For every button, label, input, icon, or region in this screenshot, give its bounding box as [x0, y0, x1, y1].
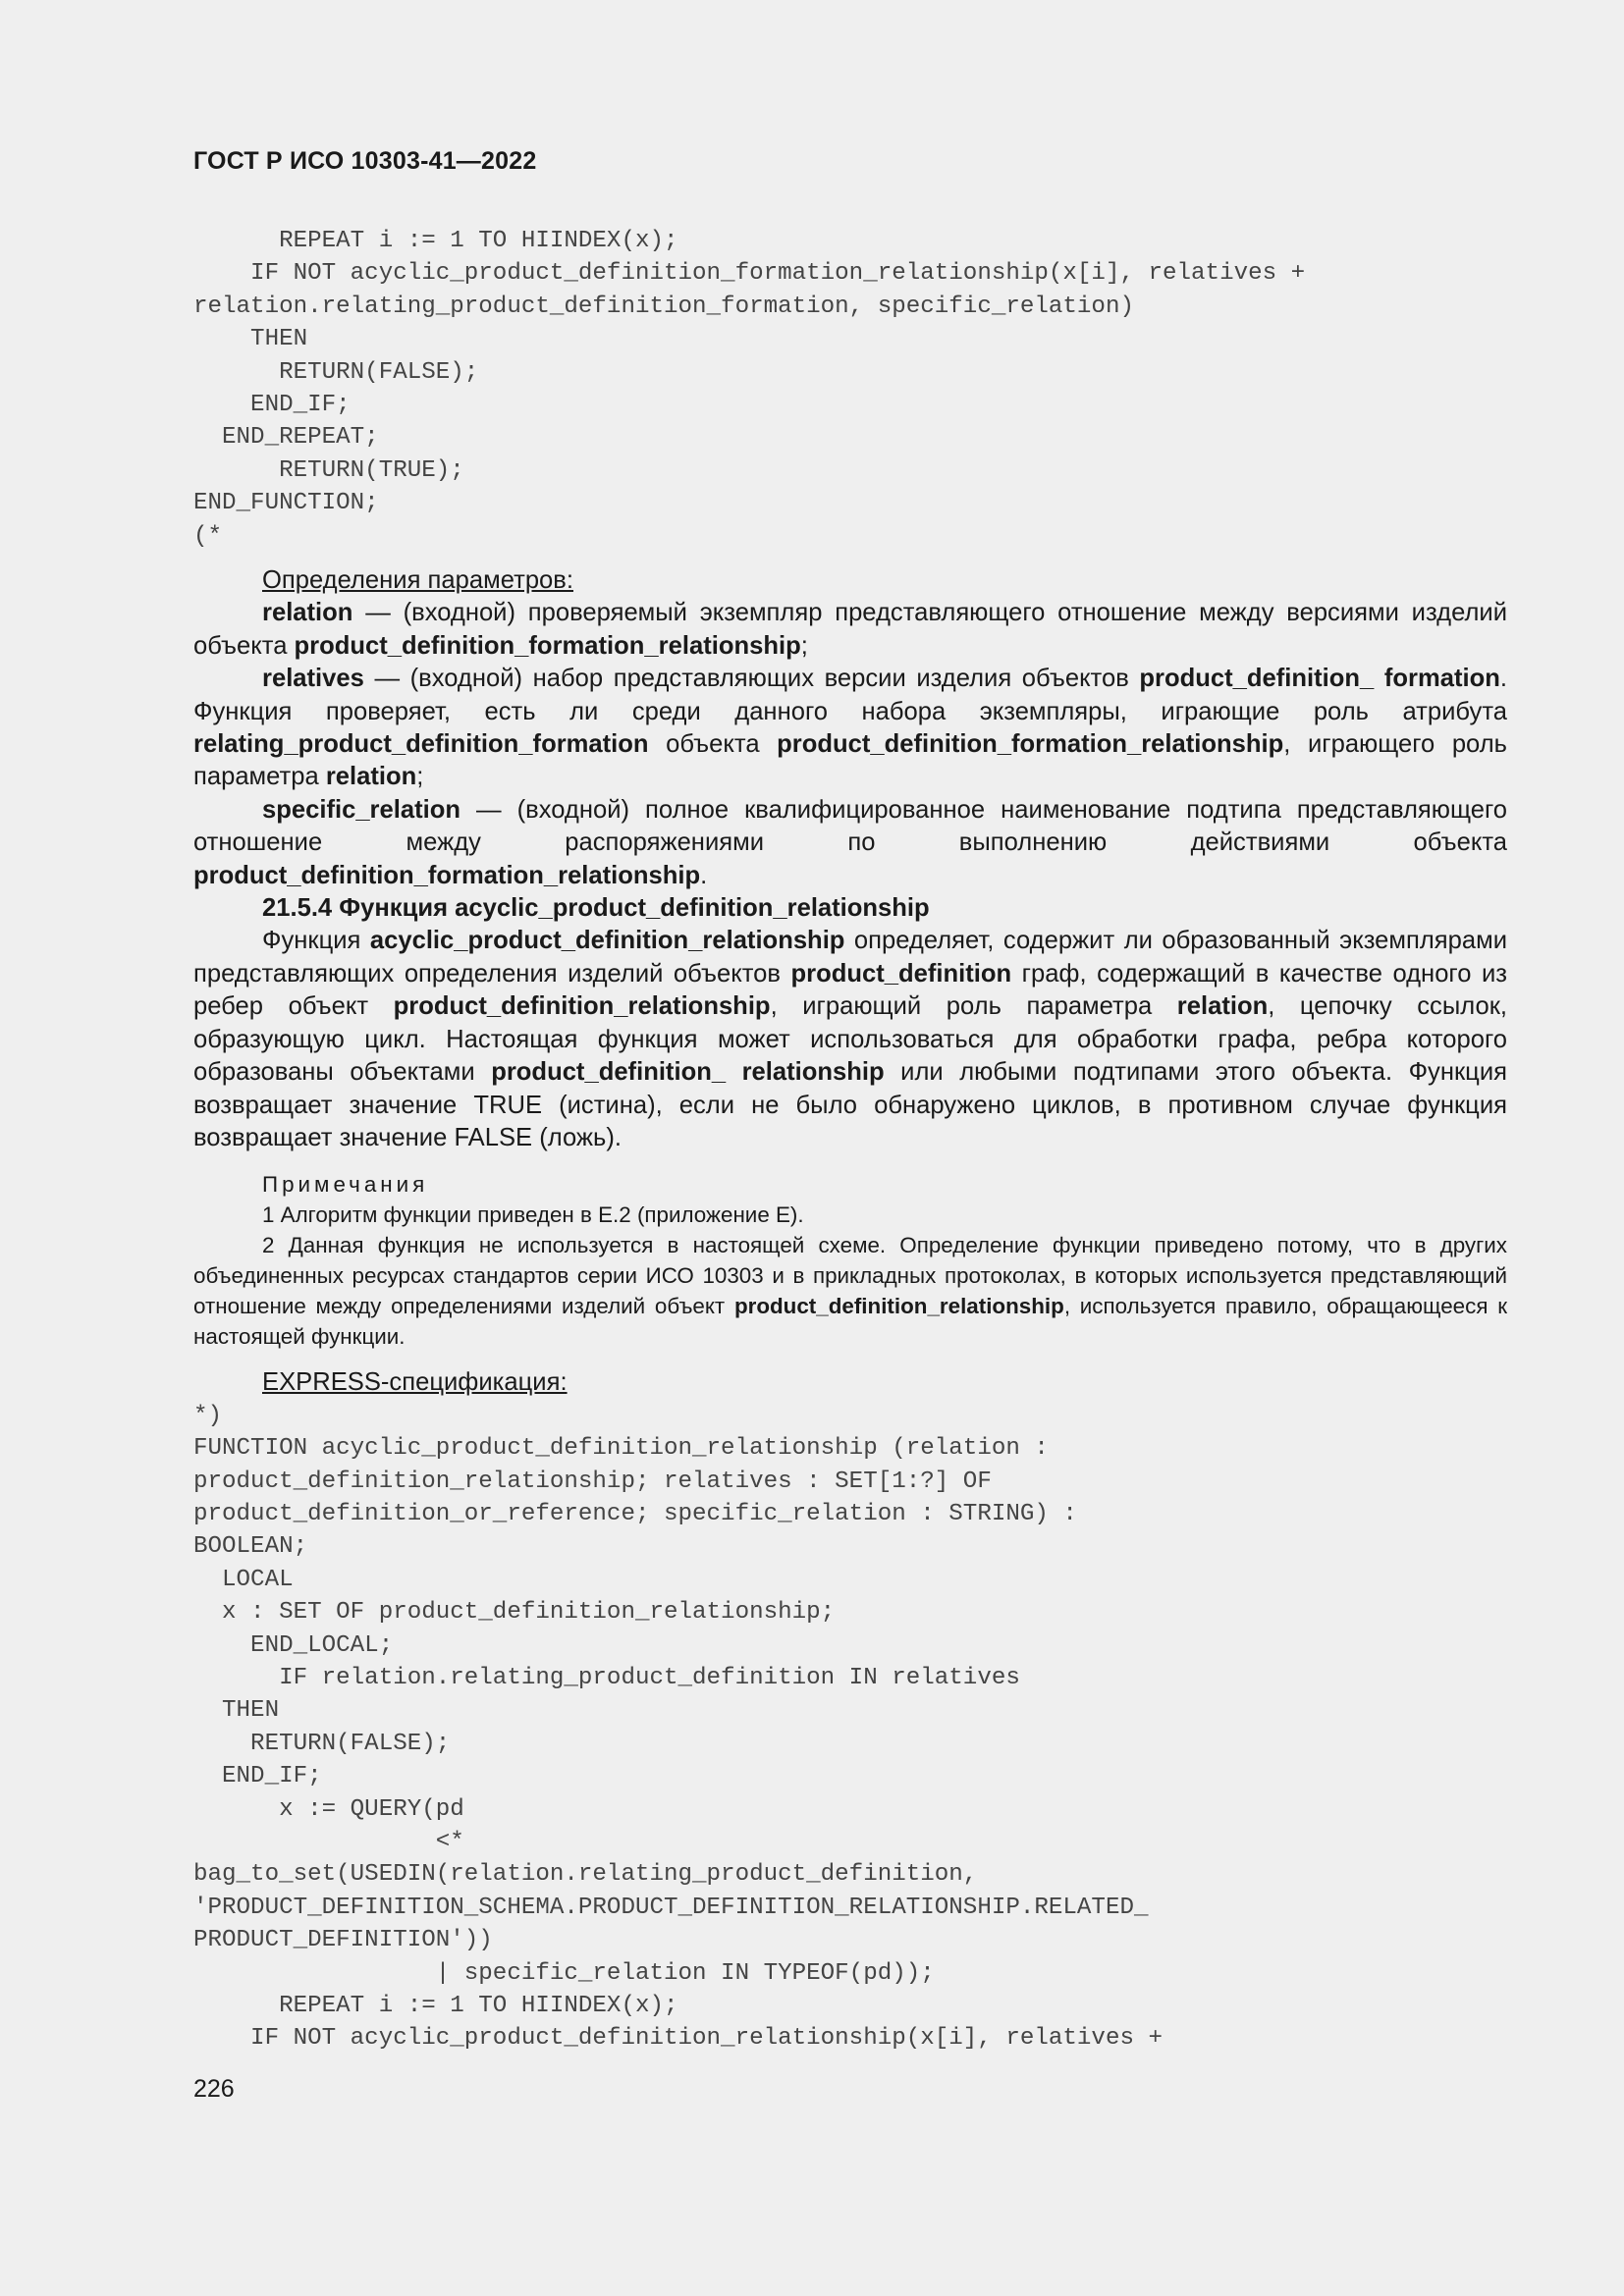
section-heading: 21.5.4 Функция acyclic_product_definition_relationship — [262, 894, 930, 923]
code-block-bottom: *) FUNCTION acyclic_product_definition_relationship (relation : product_definition_relationship; relatives : SET[1:?] OF product_definition_or_reference; specific_relation : STRING) : BOOLEAN; LOCAL x : SET OF product_definition_relationship; END_LOCAL; IF relation.relating_product_definition IN relatives THEN RETURN(FALSE); END_IF; x := QUERY(pd <* bag_to_set(USEDIN(relation.relating_product_definition, 'PRODUCT_DEFINITION_SCHEMA.PRODUCT_DEFINITION_RELATIONSHIP.RELATED_ PRODUCT_DEFINITION')) | specific_relation IN TYPEOF(pd)); REPEAT i := 1 TO HIINDEX(x); IF NOT acyclic_product_definition_relationship(x[i], relatives + — [193, 1402, 1164, 2053]
document-page — [193, 0, 1507, 2296]
note-2: 2 Данная функция не используется в настоящей схеме. Определение функции приведено потому, что в других объединенных ресурсах стандартов серии ИСО 10303 и в прикладных протоколах, в которых используется представляющий отношение между определениями изделий объект product_definition_relationship, используется правило, обращающееся к настоящей функции. — [193, 1233, 1507, 1350]
page-number: 226 — [193, 2075, 235, 2103]
section-paragraph: Функция acyclic_product_definition_relationship определяет, содержит ли образованный экземплярами представляющих определения изделий объектов product_definition граф, содержащий в качестве одного из ребер объект product_definition_relationship, играющий роль параметра relation, цепочку ссылок, образующую цикл. Настоящая функция может использоваться для обработки графа, ребра которого образованы объектами product_definition_ relationship или любыми подтипами этого объекта. Функция возвращает значение TRUE (истина), если не было обнаружено циклов, в противном случае функция возвращает значение FALSE (ложь). — [193, 927, 1507, 1151]
param-relation: relation — (входной) проверяемый экземпляр представляющего отношение между версиями изделий объекта product_definition_formation_relationship; — [193, 599, 1507, 660]
notes-title: Примечания — [262, 1172, 429, 1198]
notes-block — [193, 1169, 1507, 1352]
note-1: 1 Алгоритм функции приведен в Е.2 (приложение Е). — [262, 1202, 804, 1228]
param-relatives: relatives — (входной) набор представляющих версии изделия объектов product_definition_ formation. Функция проверяет, есть ли среди данного набора экземпляры, играющие роль атрибута relating_product_definition_formation объекта product_definition_formation_relationship, играющего роль параметра relation; — [193, 665, 1507, 791]
param-specific-relation: specific_relation — (входной) полное квалифицированное наименование подтипа представляющего отношение между распоряжениями по выполнению действиями объекта product_definition_formation_relationship. — [193, 795, 1507, 889]
document-header: ГОСТ Р ИСО 10303-41—2022 — [193, 147, 537, 175]
params-heading: Определения параметров: — [262, 566, 573, 594]
express-heading: EXPRESS-спецификация: — [262, 1368, 568, 1397]
prose-body — [193, 564, 1507, 2056]
code-block-top: REPEAT i := 1 TO HIINDEX(x); IF NOT acyclic_product_definition_formation_relationship(x[i], relatives + relation.relating_product_definition_formation, specific_relation) THEN RETURN(FALSE); END_IF; END_REPEAT; RETURN(TRUE); END_FUNCTION; (* — [193, 228, 1306, 550]
